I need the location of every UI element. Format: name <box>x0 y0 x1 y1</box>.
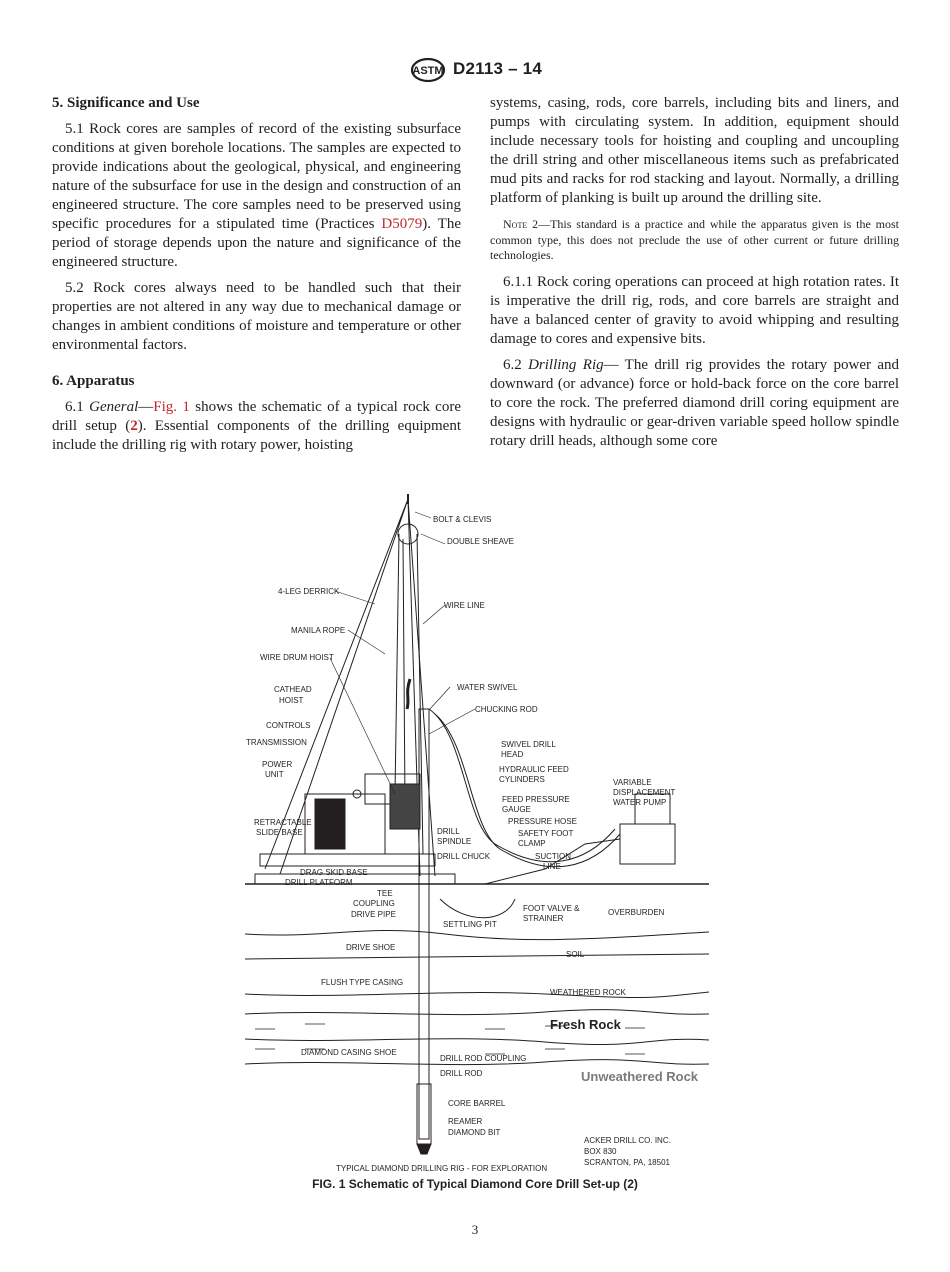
label-fresh-rock: Fresh Rock <box>550 1017 621 1032</box>
label-bolt-clevis: BOLT & CLEVIS <box>433 515 492 524</box>
svg-text:WATER PUMP: WATER PUMP <box>613 798 667 807</box>
settling-pit-shape <box>440 899 515 918</box>
reference-2-link[interactable]: 2 <box>130 418 138 434</box>
label-cathead: CATHEAD <box>274 685 312 694</box>
label-power-unit: POWER <box>262 760 293 769</box>
label-suction-line: SUCTION <box>535 852 571 861</box>
label-drive-shoe: DRIVE SHOE <box>346 943 396 952</box>
label-weathered-rock: WEATHERED ROCK <box>550 988 626 997</box>
label-chucking-rod: CHUCKING ROD <box>475 705 538 714</box>
svg-text:SLIDE BASE: SLIDE BASE <box>256 828 303 837</box>
label-overburden: OVERBURDEN <box>608 908 665 917</box>
right-column <box>490 94 899 458</box>
label-hydraulic-feed: HYDRAULIC FEED <box>499 765 569 774</box>
label-swivel-drill-head: SWIVEL DRILL <box>501 740 556 749</box>
label-settling-pit: SETTLING PIT <box>443 920 497 929</box>
water-pump-shape <box>620 824 675 864</box>
label-double-sheave: DOUBLE SHEAVE <box>447 537 514 546</box>
label-drill-rod-coupling: DRILL ROD COUPLING <box>440 1054 527 1063</box>
label-foot-valve: FOOT VALVE & <box>523 904 580 913</box>
page-number: 3 <box>471 1222 479 1237</box>
drill-rig-schematic <box>245 494 709 1174</box>
label-diamond-bit: DIAMOND BIT <box>448 1128 501 1137</box>
label-unweathered-rock: Unweathered Rock <box>581 1069 699 1084</box>
label-tee-coupling: TEE <box>377 889 393 898</box>
label-drill-rod: DRILL ROD <box>440 1069 483 1078</box>
label-wire-drum-hoist: WIRE DRUM HOIST <box>260 653 334 662</box>
drill-rig-figure <box>245 494 709 1174</box>
label-feed-pressure-gauge: FEED PRESSURE <box>502 795 570 804</box>
svg-text:ASTM: ASTM <box>412 65 444 77</box>
label-drag-skid-base: DRAG SKID BASE <box>300 868 368 877</box>
section-6-heading: 6. Apparatus <box>52 373 135 389</box>
svg-text:SPINDLE: SPINDLE <box>437 837 472 846</box>
paragraph-6-1-continued: systems, casing, rods, core barrels, including bits and liners, and pumps with circulating system. In addition, equipment should include necessary tools for hoisting and coupling and uncoupling the drill string and other miscellaneous items such as prefabricated mud pits and racks for rod stacking and layout. Normally, a drilling platform of planking is built up around the drilling site. <box>490 95 899 206</box>
label-flush-casing: FLUSH TYPE CASING <box>321 978 404 987</box>
label-4-leg-derrick: 4-LEG DERRICK <box>278 587 340 596</box>
svg-text:UNIT: UNIT <box>265 770 284 779</box>
svg-text:CLAMP: CLAMP <box>518 839 546 848</box>
label-soil: SOIL <box>566 950 585 959</box>
paragraph-6-1-1: 6.1.1 Rock coring operations can proceed at high rotation rates. It is imperative the drill rig, rods, and core barrels are straight and have a balanced center of gravity to avoid whipping and resulting damage to cores and expensive bits. <box>490 273 899 347</box>
label-safety-foot-clamp: SAFETY FOOT <box>518 829 574 838</box>
double-sheave <box>398 524 418 544</box>
paragraph-6-1: 6.1 General—Fig. 1 shows the schematic of a typical rock core drill setup (2). Essential components of the drilling equipment include the drilling rig with rotary power, hoisting <box>52 399 461 453</box>
document-number: D2113 – 14 <box>453 59 542 78</box>
label-transmission: TRANSMISSION <box>246 738 307 747</box>
svg-text:COUPLING: COUPLING <box>353 899 395 908</box>
svg-text:HOIST: HOIST <box>279 696 304 705</box>
svg-text:GAUGE: GAUGE <box>502 805 531 814</box>
page-header <box>0 58 950 82</box>
paragraph-5-1: 5.1 Rock cores are samples of record of the existing subsurface conditions at given borehole locations. The samples are expected to provide indications about the geological, physical, and engineering nature of the subsurface for use in the design and construction of an engineered structure. The core samples need to be preserved using specific procedures for a stipulated time (Practices D5079). The period of storage depends upon the nature and significance of the engineered structure. <box>52 121 461 270</box>
label-controls: CONTROLS <box>266 721 311 730</box>
manila-rope <box>395 534 405 804</box>
label-diamond-casing-shoe: DIAMOND CASING SHOE <box>301 1048 397 1057</box>
fig-1-link[interactable]: Fig. 1 <box>153 399 190 415</box>
label-rig-title: TYPICAL DIAMOND DRILLING RIG - FOR EXPLORATION <box>336 1164 548 1173</box>
soil-boundary <box>245 992 709 998</box>
overburden-boundary <box>245 930 709 939</box>
svg-text:SCRANTON, PA, 18501: SCRANTON, PA, 18501 <box>584 1158 670 1167</box>
svg-text:STRAINER: STRAINER <box>523 914 564 923</box>
section-5-heading: 5. Significance and Use <box>52 95 200 111</box>
label-water-swivel: WATER SWIVEL <box>457 683 518 692</box>
note-2: Note 2—This standard is a practice and while the apparatus given is the most common type, this does not preclude the use of other current or future drilling technologies. <box>490 217 899 262</box>
d5079-link[interactable]: D5079 <box>381 216 423 232</box>
svg-text:LINE: LINE <box>543 862 561 871</box>
label-drill-chuck: DRILL CHUCK <box>437 852 491 861</box>
svg-text:DISPLACEMENT: DISPLACEMENT <box>613 788 676 797</box>
svg-text:BOX 830: BOX 830 <box>584 1147 617 1156</box>
label-variable-pump: VARIABLE <box>613 778 652 787</box>
label-drive-pipe: DRIVE PIPE <box>351 910 396 919</box>
left-column <box>52 94 461 462</box>
label-wire-line: WIRE LINE <box>444 601 485 610</box>
label-manila-rope: MANILA ROPE <box>291 626 346 635</box>
label-core-barrel: CORE BARREL <box>448 1099 506 1108</box>
label-acker-company: ACKER DRILL CO. INC. <box>584 1136 671 1145</box>
label-reamer: REAMER <box>448 1117 483 1126</box>
svg-text:HEAD: HEAD <box>501 750 524 759</box>
label-retractable-slide-base: RETRACTABLE <box>254 818 312 827</box>
paragraph-5-2: 5.2 Rock cores always need to be handled such that their properties are not altered in any way due to mechanical damage or changes in ambient conditions of moisture and temperature or other environmental factors. <box>52 280 461 353</box>
astm-logo-icon <box>410 58 446 82</box>
label-drill-spindle: DRILL <box>437 827 460 836</box>
label-drill-platform: DRILL PLATFORM <box>285 878 353 887</box>
paragraph-6-2: 6.2 Drilling Rig— The drill rig provides the rotary power and downward (or advance) force or hold-back force on the core barrel to core the rock. The preferred diamond drill coring equipment are designs with hydraulic or gear-driven variable speed hollow spindle rotary drill heads, although some core <box>490 356 899 449</box>
label-pressure-hose: PRESSURE HOSE <box>508 817 577 826</box>
figure-caption: FIG. 1 Schematic of Typical Diamond Core Drill Set-up (2) <box>312 1177 638 1191</box>
svg-text:CYLINDERS: CYLINDERS <box>499 775 545 784</box>
